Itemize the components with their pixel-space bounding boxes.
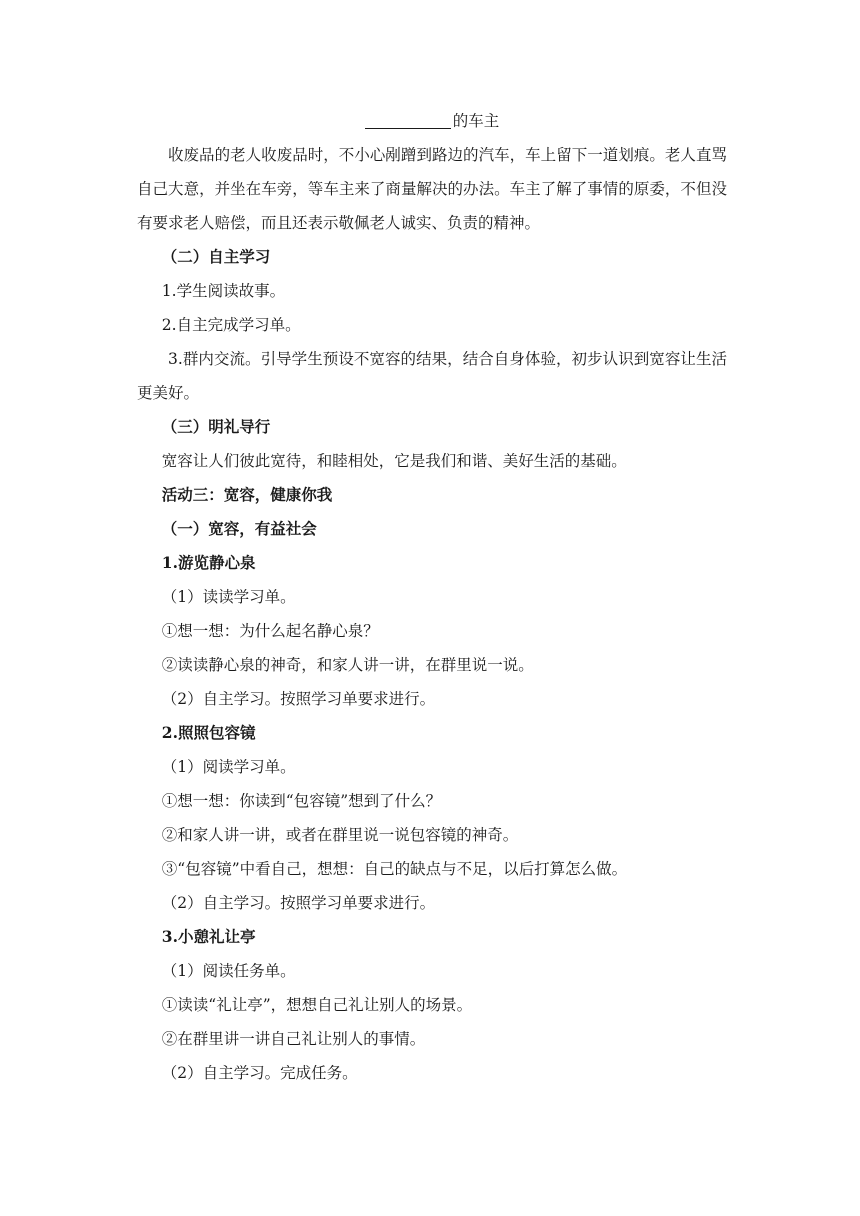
part2-line-1: （1）阅读学习单。 <box>161 758 296 776</box>
part3-line-2: ①读读“礼让亭”，想想自己礼让别人的场景。 <box>161 996 473 1014</box>
part1-line-2: ①想一想：为什么起名静心泉？ <box>161 622 379 640</box>
part2-line-3: ②和家人讲一讲，或者在群里说一说包容镜的神奇。 <box>161 826 519 844</box>
part3-heading: 3.小憩礼让亭 <box>161 927 256 946</box>
part1-line-3: ②读读静心泉的神奇，和家人讲一讲，在群里说一说。 <box>161 656 534 674</box>
section2-item-2: 2.自主完成学习单。 <box>161 316 301 334</box>
title-blank <box>365 110 451 129</box>
story-title <box>137 104 727 138</box>
part2-line-2: ①想一想：你读到“包容镜”想到了什么？ <box>161 792 442 810</box>
document-page <box>137 104 727 1090</box>
part3-line-4: （2）自主学习。完成任务。 <box>161 1064 358 1082</box>
part1-line-1: （1）读读学习单。 <box>161 588 296 606</box>
section3-text: 宽容让人们彼此宽待，和睦相处，它是我们和谐、美好生活的基础。 <box>161 452 627 470</box>
section3-heading: （三）明礼导行 <box>161 417 271 436</box>
part3-line-1: （1）阅读任务单。 <box>161 962 296 980</box>
story-paragraph: 收废品的老人收废品时，不小心剐蹭到路边的汽车，车上留下一道划痕。老人直骂自己大意，并坐在车旁，等车主来了商量解决的办法。车主了解了事情的原委，不但没有要求老人赔偿，而且还表示敬佩老人诚实、负责的精神。 <box>137 146 727 232</box>
activity3-heading: 活动三：宽容，健康你我 <box>161 485 333 504</box>
section2-heading: （二）自主学习 <box>161 247 271 266</box>
part2-line-4: ③“包容镜”中看自己，想想：自己的缺点与不足，以后打算怎么做。 <box>161 860 628 878</box>
section2-item-3: 3.群内交流。引导学生预设不宽容的结果，结合自身体验，初步认识到宽容让生活更美好。 <box>137 350 727 402</box>
part1-line-4: （2）自主学习。按照学习单要求进行。 <box>161 690 436 708</box>
part1-heading: 1.游览静心泉 <box>161 553 256 572</box>
story-title-suffix: 的车主 <box>452 112 500 130</box>
section2-item-1: 1.学生阅读故事。 <box>161 282 286 300</box>
part3-line-3: ②在群里讲一讲自己礼让别人的事情。 <box>161 1030 426 1048</box>
activity3-sub1: （一）宽容，有益社会 <box>161 519 317 538</box>
part2-line-5: （2）自主学习。按照学习单要求进行。 <box>161 894 436 912</box>
part2-heading: 2.照照包容镜 <box>161 723 256 742</box>
